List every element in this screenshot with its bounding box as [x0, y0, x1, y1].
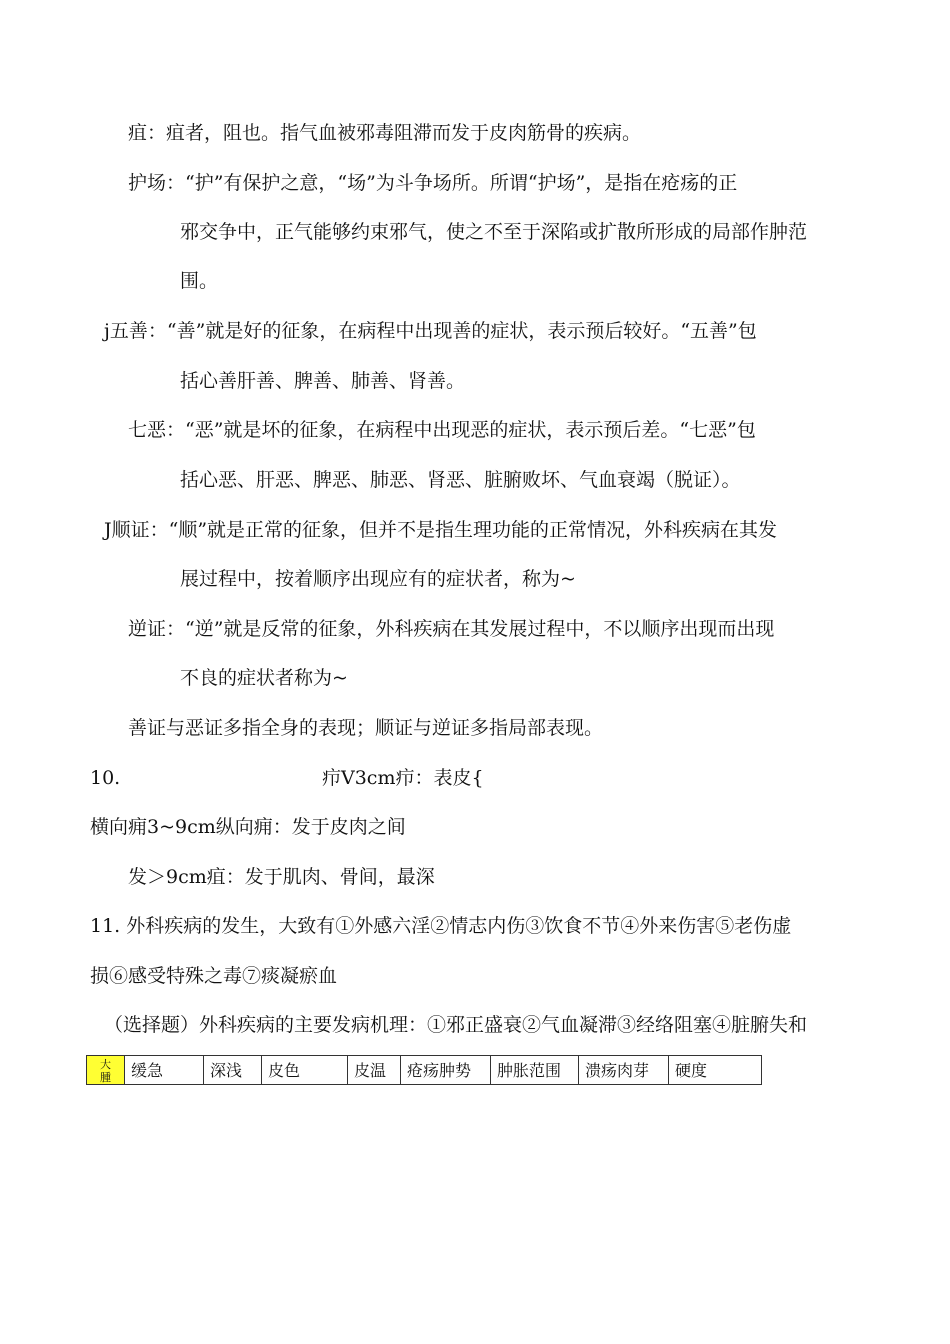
table-cell-highlighted: 大 腫 — [87, 1056, 125, 1084]
text-line: 横向痈3~9cm纵向痈：发于皮肉之间 — [90, 816, 406, 838]
table-cell: 疮疡肿势 — [401, 1056, 491, 1084]
text-line: 邪交争中，正气能够约束邪气，使之不至于深陷或扩散所形成的局部作肿范 — [180, 221, 808, 243]
text-line: 10. — [90, 767, 121, 789]
text-line: 展过程中，按着顺序出现应有的症状者，称为~ — [180, 568, 576, 590]
table-cell: 溃疡肉芽 — [579, 1056, 669, 1084]
text-line: 七恶：“恶”就是坏的征象，在病程中出现恶的症状，表示预后差。“七恶”包 — [128, 419, 756, 441]
text-line: 疽：疽者，阻也。指气血被邪毒阻滞而发于皮肉筋骨的疾病。 — [128, 122, 642, 144]
text-line: 疖V3cm疖：表皮{ — [322, 767, 484, 789]
text-line: 不良的症状者称为~ — [180, 667, 348, 689]
table-cell: 深浅 — [204, 1056, 262, 1084]
text-line: 护场：“护”有保护之意，“场”为斗争场所。所谓“护场”，是指在疮疡的正 — [128, 172, 738, 194]
text-line: 损⑥感受特殊之毒⑦痰凝瘀血 — [90, 965, 338, 987]
comparison-table — [86, 1055, 762, 1085]
text-line: （选择题）外科疾病的主要发病机理：①邪正盛衰②气血凝滞③经络阻塞④脏腑失和 — [104, 1014, 808, 1036]
table-cell: 硬度 — [675, 1061, 708, 1080]
text-line: 善证与恶证多指全身的表现；顺证与逆证多指局部表现。 — [128, 717, 604, 739]
table-cell: 皮温 — [348, 1056, 401, 1084]
text-line: 发＞9cm疽：发于肌肉、骨间，最深 — [128, 866, 435, 888]
table-cell: 肿胀范围 — [491, 1056, 579, 1084]
text-line: 逆证：“逆”就是反常的征象，外科疾病在其发展过程中，不以顺序出现而出现 — [128, 618, 775, 640]
text-line: j五善：“善”就是好的征象，在病程中出现善的症状，表示预后较好。“五善”包 — [104, 320, 757, 342]
text-line: 括心恶、肝恶、脾恶、肺恶、肾恶、脏腑败坏、气血衰竭（脱证）。 — [180, 469, 741, 491]
text-line: 括心善肝善、脾善、肺善、肾善。 — [180, 370, 466, 392]
text-line: 11. 外科疾病的发生，大致有①外感六淫②情志内伤③饮食不节④外来伤害⑤老伤虚 — [90, 915, 792, 937]
text-line: J顺证：“顺”就是正常的征象，但并不是指生理功能的正常情况，外科疾病在其发 — [104, 519, 778, 541]
text-line: 围。 — [180, 270, 219, 292]
table-cell: 皮色 — [262, 1056, 348, 1084]
table-cell: 缓急 — [125, 1056, 204, 1084]
